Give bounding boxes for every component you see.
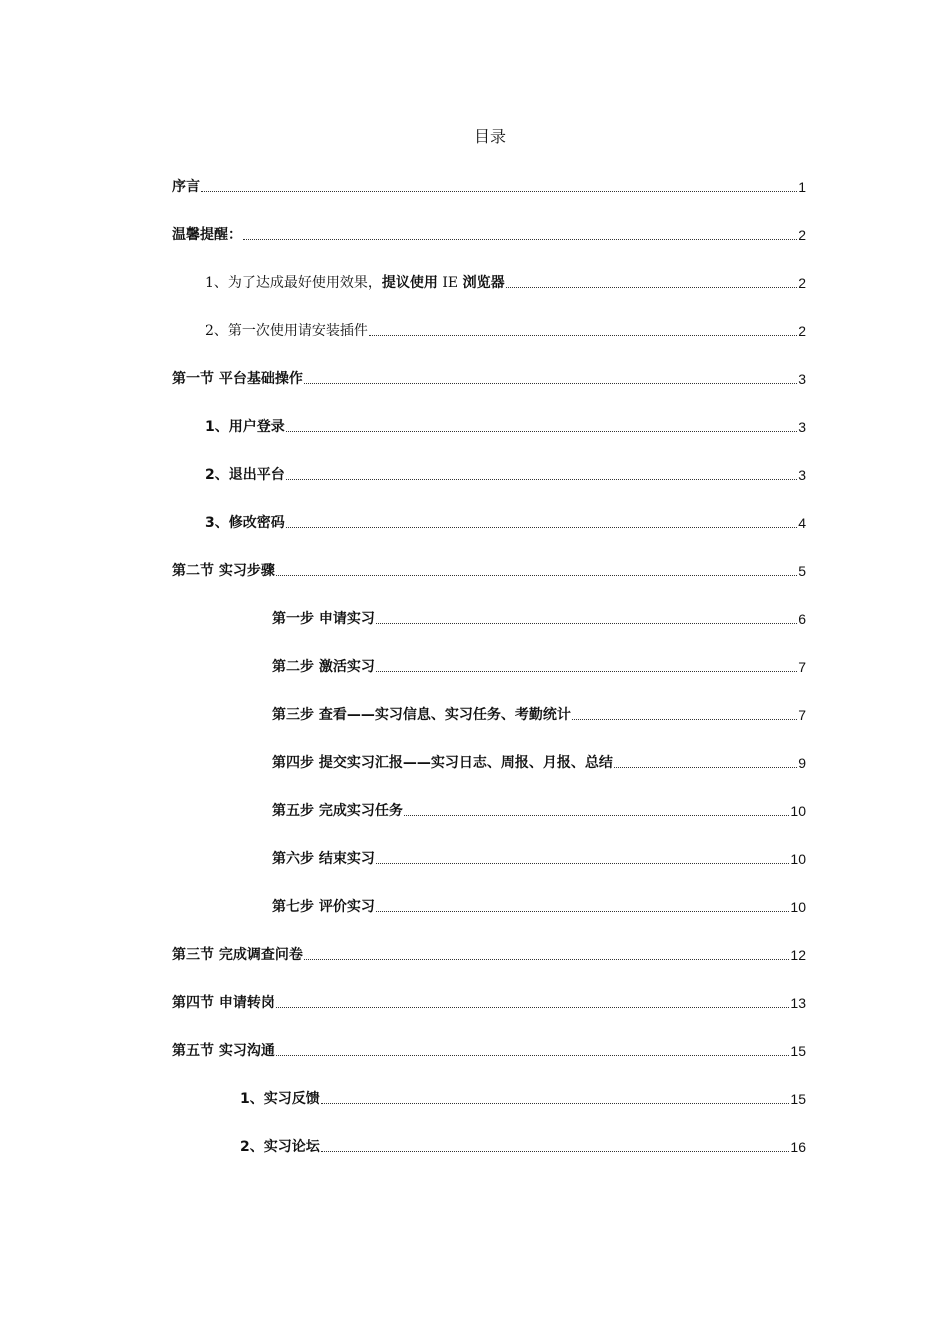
- toc-entry-feedback[interactable]: [240, 1082, 806, 1108]
- toc-entry-label: 第四节 申请转岗: [172, 995, 275, 1011]
- toc-entry-label: 3、修改密码: [205, 515, 285, 531]
- toc-entry-page: 10: [790, 899, 806, 915]
- toc-entry-page: 16: [790, 1139, 806, 1155]
- toc-entry-label: 第五节 实习沟通: [172, 1043, 275, 1059]
- toc-entry-label-serif: IE: [437, 275, 463, 291]
- toc-entry-label: 序言: [172, 179, 200, 195]
- dot-leader: [276, 575, 797, 576]
- toc-entry-label-bold: 提议使用: [381, 275, 438, 291]
- toc-entry-label: 第二步 激活实习: [272, 659, 375, 675]
- toc-entry-section-3[interactable]: [172, 938, 806, 964]
- toc-entry-preface[interactable]: [172, 170, 806, 196]
- toc-entry-step-1[interactable]: [272, 602, 806, 628]
- toc-entry-step-4[interactable]: [272, 746, 806, 772]
- toc-entry-page: 15: [790, 1091, 806, 1107]
- toc-entry-page: 5: [798, 563, 806, 579]
- toc-entry-page: 3: [798, 467, 806, 483]
- toc-entry-page: 1: [798, 179, 806, 195]
- toc-entry-page: 4: [798, 515, 806, 531]
- dot-leader: [614, 767, 797, 768]
- dot-leader: [321, 1103, 790, 1104]
- toc-entry-section-4[interactable]: [172, 986, 806, 1012]
- dot-leader: [572, 719, 797, 720]
- toc-entry-step-2[interactable]: [272, 650, 806, 676]
- toc-entry-change-password[interactable]: [205, 506, 806, 532]
- toc-entry-reminder-2[interactable]: [205, 314, 806, 340]
- toc-entry-section-2[interactable]: [172, 554, 806, 580]
- toc-entry-page: 6: [798, 611, 806, 627]
- toc-entry-label: 第一节 平台基础操作: [172, 371, 303, 387]
- toc-entry-label: 2、退出平台: [205, 467, 285, 483]
- toc-entry-label: [205, 274, 505, 292]
- dot-leader: [304, 383, 797, 384]
- dot-leader: [304, 959, 790, 960]
- dot-leader: [276, 1007, 790, 1008]
- toc-entry-page: 7: [798, 659, 806, 675]
- toc-entry-label: 温馨提醒：: [172, 227, 242, 243]
- toc-entry-label: 第三步 查看——实习信息、实习任务、考勤统计: [272, 707, 571, 723]
- dot-leader: [404, 815, 790, 816]
- toc-entry-step-3[interactable]: [272, 698, 806, 724]
- toc-entry-page: 10: [790, 851, 806, 867]
- toc-entry-label-bold2: 浏览器: [462, 275, 505, 291]
- dot-leader: [201, 191, 797, 192]
- toc-entry-section-1[interactable]: [172, 362, 806, 388]
- dot-leader: [286, 527, 797, 528]
- toc-entry-reminder[interactable]: [172, 218, 806, 244]
- toc-entry-label: 第四步 提交实习汇报——实习日志、周报、月报、总结: [272, 755, 613, 771]
- toc-entry-label: 第三节 完成调查问卷: [172, 947, 303, 963]
- toc-entry-page: 2: [798, 323, 806, 339]
- toc-entry-label: 第二节 实习步骤: [172, 563, 275, 579]
- dot-leader: [321, 1151, 790, 1152]
- toc-entry-forum[interactable]: [240, 1130, 806, 1156]
- toc-entry-label: 第六步 结束实习: [272, 851, 375, 867]
- toc-entry-page: 2: [798, 275, 806, 291]
- toc-entry-step-5[interactable]: [272, 794, 806, 820]
- dot-leader: [243, 239, 797, 240]
- dot-leader: [369, 335, 797, 336]
- dot-leader: [376, 623, 797, 624]
- dot-leader: [506, 287, 798, 288]
- toc-entry-page: 7: [798, 707, 806, 723]
- toc-entry-page: 9: [798, 755, 806, 771]
- toc-entry-label-plain: 1、为了达成最好使用效果，: [205, 275, 382, 291]
- toc-entry-label: 2、实习论坛: [240, 1139, 320, 1155]
- dot-leader: [286, 479, 797, 480]
- toc-entry-step-6[interactable]: [272, 842, 806, 868]
- toc-entry-step-7[interactable]: [272, 890, 806, 916]
- toc-entry-user-login[interactable]: [205, 410, 806, 436]
- toc-entry-page: 13: [790, 995, 806, 1011]
- toc-title: 目录: [473, 127, 506, 146]
- dot-leader: [286, 431, 797, 432]
- toc-entry-label: 2、第一次使用请安装插件: [205, 323, 368, 339]
- toc-entry-reminder-1[interactable]: [205, 266, 806, 292]
- dot-leader: [276, 1055, 790, 1056]
- toc-entry-page: 2: [798, 227, 806, 243]
- toc-entry-page: 3: [798, 371, 806, 387]
- dot-leader: [376, 911, 790, 912]
- toc-entry-page: 10: [790, 803, 806, 819]
- toc-entry-page: 15: [790, 1043, 806, 1059]
- toc-entry-page: 3: [798, 419, 806, 435]
- dot-leader: [376, 863, 790, 864]
- toc-entry-label: 第一步 申请实习: [272, 611, 375, 627]
- dot-leader: [376, 671, 797, 672]
- toc-entry-label: 第五步 完成实习任务: [272, 803, 403, 819]
- toc-entry-label: 第七步 评价实习: [272, 899, 375, 915]
- toc-entry-page: 12: [790, 947, 806, 963]
- toc-entry-label: 1、实习反馈: [240, 1091, 320, 1107]
- toc-entry-logout[interactable]: [205, 458, 806, 484]
- toc-entry-label: 1、用户登录: [205, 419, 285, 435]
- toc-entry-section-5[interactable]: [172, 1034, 806, 1060]
